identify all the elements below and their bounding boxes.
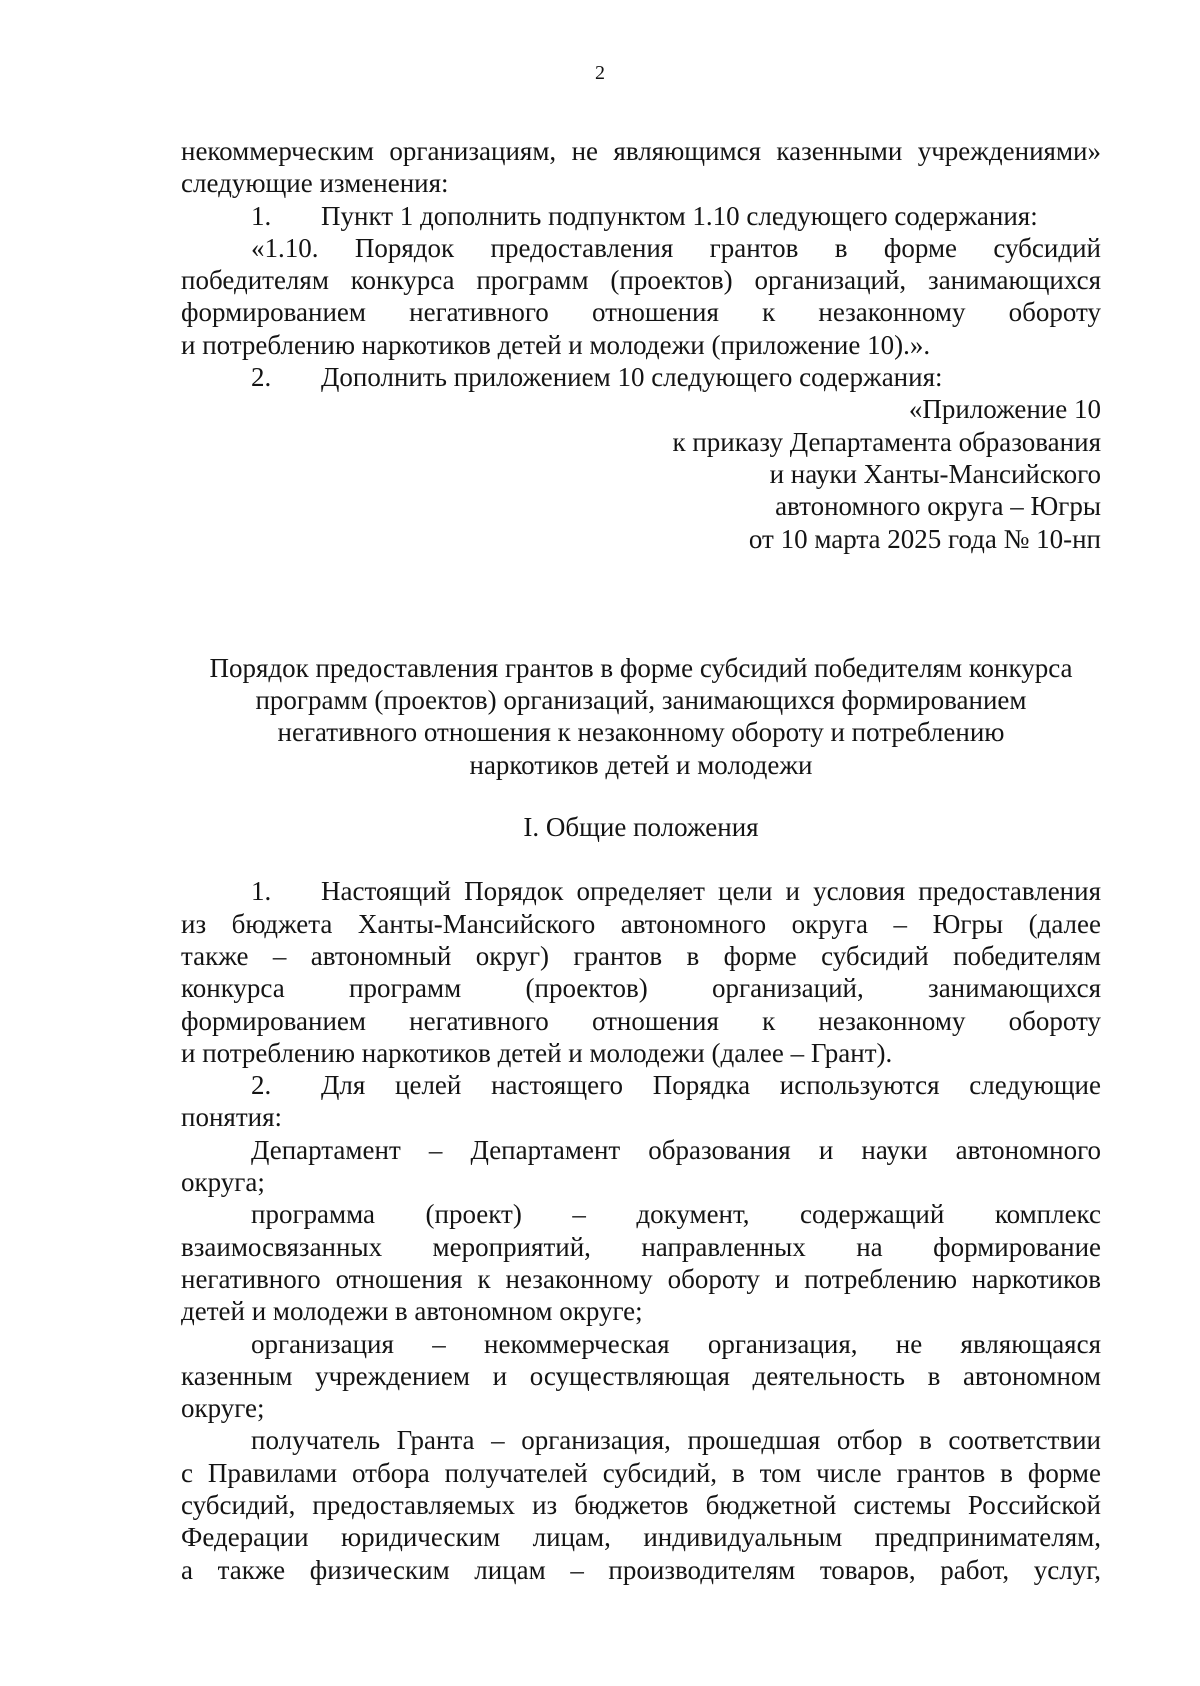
appendix-line: «Приложение 10: [908, 394, 1101, 425]
definition-program: [181, 1198, 1101, 1327]
document-body: [181, 135, 1101, 1586]
definition-line: Департамент – Департамент образования и науки автономного: [251, 1134, 1101, 1165]
definition-organization: [181, 1328, 1101, 1425]
point-1-line: формированием негативного отношения к незаконному обороту: [181, 1005, 1101, 1036]
point-1: [181, 875, 1101, 1069]
definition-line: организация – некоммерческая организация, не являющаяся: [251, 1328, 1101, 1359]
change-2-text: Дополнить приложением 10 следующего содержания:: [321, 362, 943, 393]
definition-line: взаимосвязанных мероприятий, направленных на формирование: [181, 1231, 1101, 1262]
intro-line: следующие изменения:: [181, 168, 449, 199]
definition-line: Федерации юридическим лицам, индивидуальным предпринимателям,: [181, 1522, 1101, 1553]
definition-department: [181, 1134, 1101, 1199]
document-title-line: Порядок предоставления грантов в форме субсидий победителям конкурса: [209, 652, 1073, 683]
definition-line: детей и молодежи в автономном округе;: [181, 1296, 643, 1327]
intro-line: некоммерческим организациям, не являющимся казенными учреждениями»: [181, 136, 1101, 166]
point-2-text: Для целей настоящего Порядка используются следующие: [321, 1070, 1101, 1101]
definition-line: негативного отношения к незаконному обороту и потреблению наркотиков: [181, 1263, 1101, 1294]
document-title-line: программ (проектов) организаций, занимающихся формированием: [255, 685, 1027, 716]
point-1-line: также – автономный округ) грантов в форме субсидий победителям: [181, 940, 1101, 971]
point-2-line: [181, 1069, 1101, 1101]
point-2: [181, 1069, 1101, 1134]
change-2: [181, 361, 1101, 393]
point-2-line: понятия:: [181, 1102, 282, 1133]
definition-line: округа;: [181, 1167, 265, 1198]
appendix-line: от 10 марта 2025 года № 10-нп: [748, 523, 1101, 554]
definition-line: программа (проект) – документ, содержащий комплекс: [251, 1199, 1101, 1230]
page-number: 2: [595, 62, 605, 84]
document-title: [181, 652, 1101, 781]
change-1-quote-line: и потреблению наркотиков детей и молодежи (приложение 10).».: [181, 329, 931, 360]
change-1-text: Пункт 1 дополнить подпунктом 1.10 следующего содержания:: [321, 200, 1038, 231]
point-1-number: 1.: [251, 876, 272, 907]
appendix-line: и науки Ханты-Мансийского: [769, 458, 1101, 489]
change-1-quote-line: «1.10. Порядок предоставления грантов в форме субсидий: [251, 232, 1101, 263]
point-1-line: и потреблению наркотиков детей и молодежи (далее – Грант).: [181, 1037, 893, 1068]
change-1: [181, 200, 1101, 232]
definition-line: с Правилами отбора получателей субсидий, в том числе грантов в форме: [181, 1457, 1101, 1488]
definition-line: округе;: [181, 1393, 265, 1424]
point-1-line: из бюджета Ханты-Мансийского автономного округа – Югры (далее: [181, 908, 1101, 939]
definition-line: а также физическим лицам – производителям товаров, работ, услуг,: [181, 1554, 1101, 1585]
point-1-text: Настоящий Порядок определяет цели и условия предоставления: [321, 876, 1101, 907]
document-title-line: наркотиков детей и молодежи: [469, 749, 813, 780]
section-heading: I. Общие положения: [523, 812, 759, 843]
definition-line: субсидий, предоставляемых из бюджетов бюджетной системы Российской: [181, 1489, 1101, 1520]
definition-recipient: [181, 1424, 1101, 1585]
point-1-line: конкурса программ (проектов) организаций, занимающихся: [181, 973, 1101, 1004]
change-1-quote-line: победителям конкурса программ (проектов) организаций, занимающихся: [181, 265, 1101, 296]
change-2-number: 2.: [251, 362, 272, 393]
appendix-line: к приказу Департамента образования: [672, 426, 1101, 457]
point-1-line: [181, 875, 1101, 907]
definition-line: получатель Гранта – организация, прошедшая отбор в соответствии: [251, 1425, 1101, 1456]
document-title-line: негативного отношения к незаконному обороту и потреблению: [277, 717, 1005, 748]
point-2-number: 2.: [251, 1070, 272, 1101]
appendix-header: [181, 393, 1101, 554]
change-1-number: 1.: [251, 200, 272, 231]
definition-line: казенным учреждением и осуществляющая деятельность в автономном: [181, 1360, 1101, 1391]
change-1-quote-line: формированием негативного отношения к незаконному обороту: [181, 297, 1101, 328]
appendix-line: автономного округа – Югры: [775, 491, 1101, 522]
